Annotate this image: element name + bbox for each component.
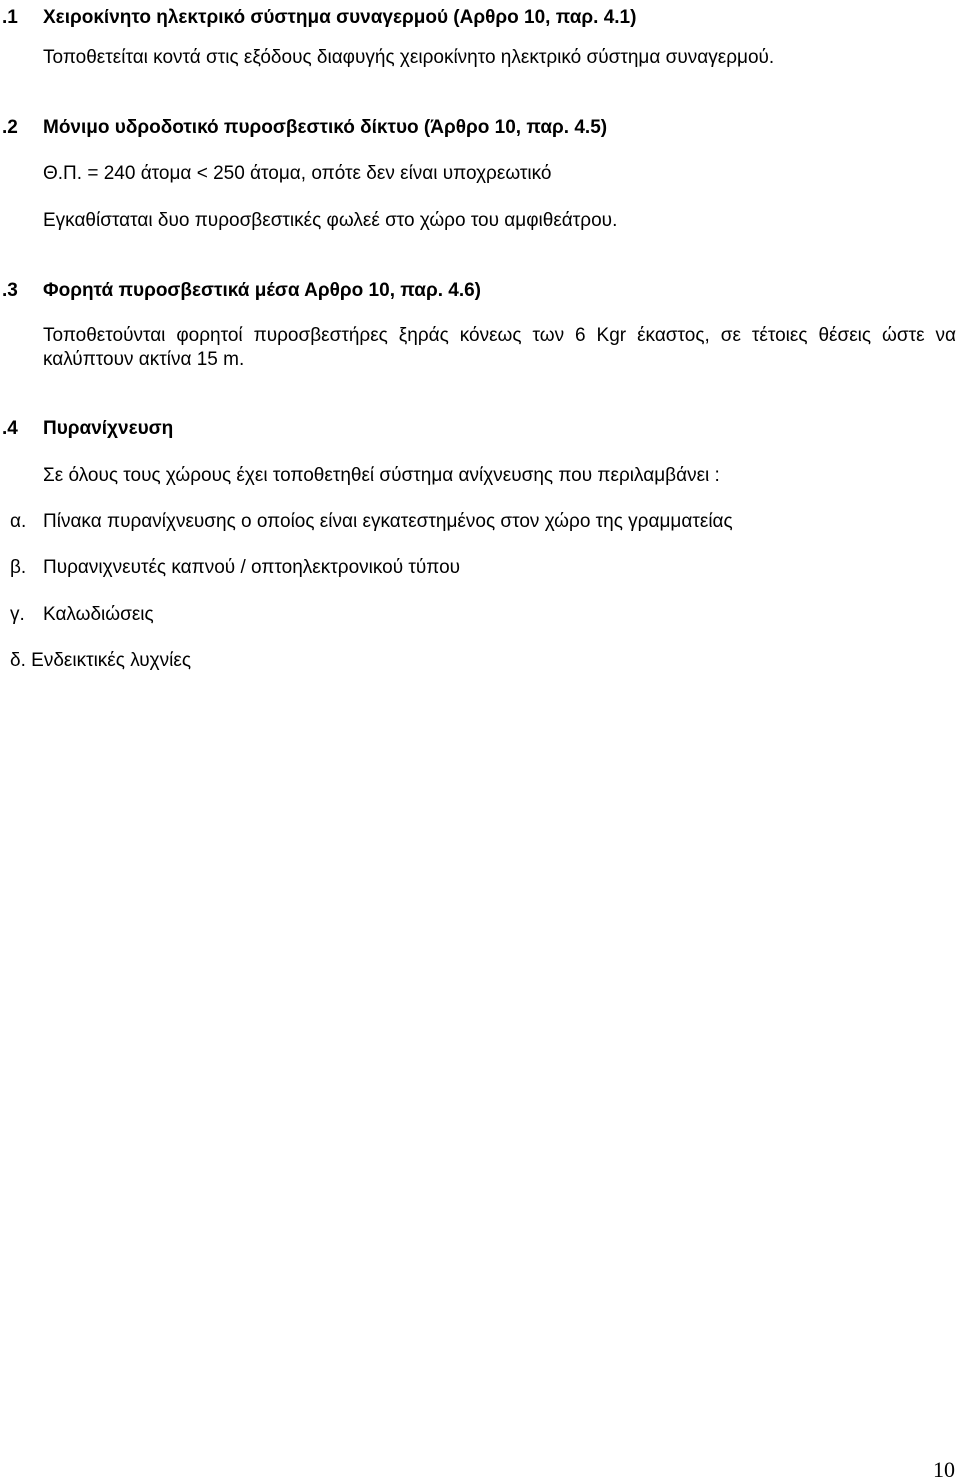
list-item-marker: δ. xyxy=(10,650,26,671)
section-4-number: .4 xyxy=(2,418,18,439)
section-2-installation-line: Εγκαθίσταται δυο πυροσβεστικές φωλεέ στο χώρο του αμφιθεάτρου. xyxy=(43,210,618,231)
section-3-paragraph xyxy=(43,324,956,372)
list-item-text: Πίνακα πυρανίχνευσης ο οποίος είναι εγκατεστημένος στον χώρο της γραμματείας xyxy=(43,511,733,532)
list-item-marker: γ. xyxy=(10,604,25,625)
list-item-text: Ενδεικτικές λυχνίες xyxy=(31,650,191,671)
section-3-number: .3 xyxy=(2,280,18,301)
list-item-text: Καλωδιώσεις xyxy=(43,604,154,625)
section-2-number: .2 xyxy=(2,117,18,138)
section-3-title: Φορητά πυροσβεστικά μέσα Αρθρο 10, παρ. 4.6) xyxy=(43,280,482,301)
section-1-paragraph: Τοποθετείται κοντά στις εξόδους διαφυγής χειροκίνητο ηλεκτρικό σύστημα συναγερμού. xyxy=(43,47,775,68)
page-number: 10 xyxy=(933,1457,955,1482)
list-item-marker: β. xyxy=(10,557,27,578)
section-2-title: Μόνιμο υδροδοτικό πυροσβεστικό δίκτυο (Άρθρο 10, παρ. 4.5) xyxy=(43,117,608,138)
list-item-text: Πυρανιχνευτές καπνού / οπτοηλεκτρονικού τύπου xyxy=(43,557,461,578)
list-item xyxy=(10,650,191,672)
section-4-title: Πυρανίχνευση xyxy=(43,418,174,439)
section-3-paragraph-line-2: καλύπτουν ακτίνα 15 m. xyxy=(43,349,245,370)
section-1-title: Χειροκίνητο ηλεκτρικό σύστημα συναγερμού (Αρθρο 10, παρ. 4.1) xyxy=(43,7,637,28)
section-1-number: .1 xyxy=(2,7,18,28)
section-3-paragraph-line-1: Τοποθετούνται φορητοί πυροσβεστήρες ξηράς κόνεως των 6 Kgr έκαστος, σε τέτοιες θέσεις ώστε να xyxy=(43,325,956,346)
list-item-marker: α. xyxy=(10,511,27,532)
section-2-occupancy-line: Θ.Π. = 240 άτομα < 250 άτομα, οπότε δεν είναι υποχρεωτικό xyxy=(43,163,552,184)
section-4-intro: Σε όλους τους χώρους έχει τοποθετηθεί σύστημα ανίχνευσης που περιλαμβάνει : xyxy=(43,465,720,486)
